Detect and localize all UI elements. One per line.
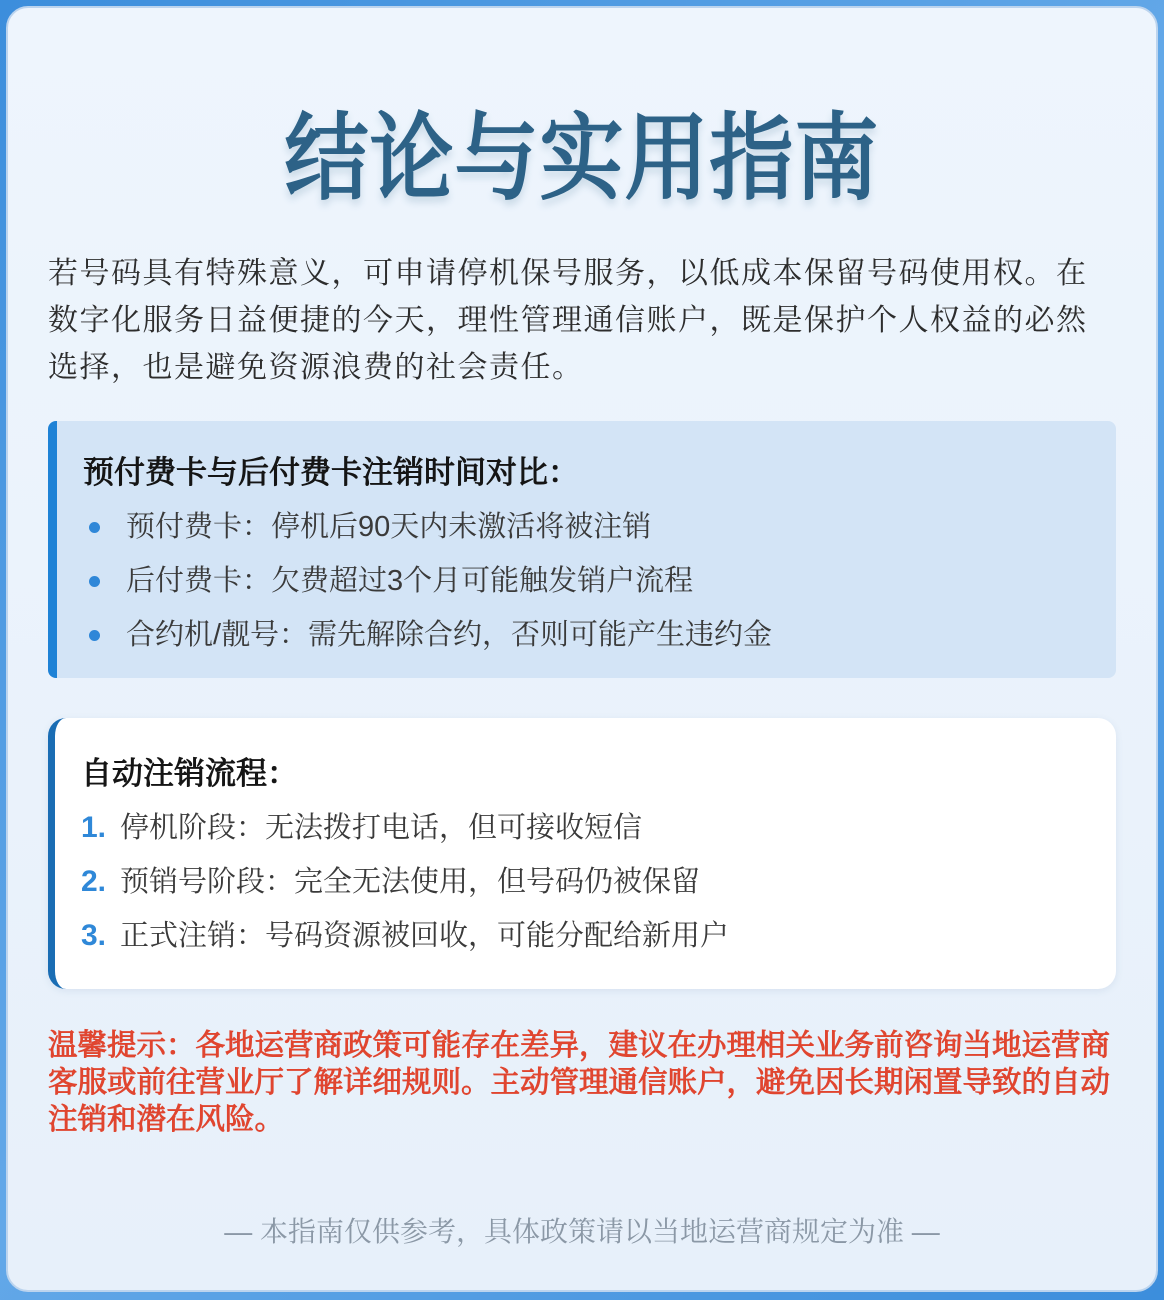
list-item-text: 预销号阶段：完全无法使用，但号码仍被保留	[120, 866, 701, 899]
process-box	[48, 718, 1116, 989]
list-item	[83, 616, 1086, 654]
list-item-text: 预付费卡：停机后90天内未激活将被注销	[126, 511, 652, 544]
list-item	[81, 809, 1086, 847]
intro-paragraph: 若号码具有特殊意义，可申请停机保号服务，以低成本保留号码使用权。在数字化服务日益便捷的今天，理性管理通信账户，既是保护个人权益的必然选择，也是避免资源浪费的社会责任。	[48, 257, 1088, 385]
bullet-icon	[89, 630, 100, 641]
list-item	[81, 917, 1086, 955]
step-number: 2.	[81, 865, 107, 899]
guide-card	[6, 6, 1158, 1292]
list-item	[83, 508, 1086, 546]
footer-note: — 本指南仅供参考，具体政策请以当地运营商规定为准 —	[224, 1216, 940, 1248]
bullet-icon	[89, 576, 100, 587]
step-number: 3.	[81, 919, 107, 953]
list-item-text: 合约机/靓号：需先解除合约，否则可能产生违约金	[126, 619, 773, 652]
list-item	[83, 562, 1086, 600]
process-list	[81, 809, 1086, 955]
process-box-title: 自动注销流程：	[81, 756, 298, 792]
comparison-box	[48, 421, 1116, 678]
list-item	[81, 863, 1086, 901]
warning-label: 温馨提示：	[48, 1029, 196, 1063]
comparison-list	[83, 508, 1086, 654]
list-item-text: 后付费卡：欠费超过3个月可能触发销户流程	[126, 565, 694, 598]
bullet-icon	[89, 522, 100, 533]
list-item-text: 停机阶段：无法拨打电话，但可接收短信	[120, 812, 643, 845]
warning-text: 各地运营商政策可能存在差异，建议在办理相关业务前咨询当地运营商客服或前往营业厅了解详细规则。主动管理通信账户，避免因长期闲置导致的自动注销和潜在风险。	[48, 1029, 1111, 1137]
page-title: 结论与实用指南	[284, 105, 880, 211]
step-number: 1.	[81, 811, 107, 845]
warning-note	[48, 1027, 1116, 1138]
comparison-box-title: 预付费卡与后付费卡注销时间对比：	[83, 455, 579, 491]
list-item-text: 正式注销：号码资源被回收，可能分配给新用户	[120, 920, 730, 953]
